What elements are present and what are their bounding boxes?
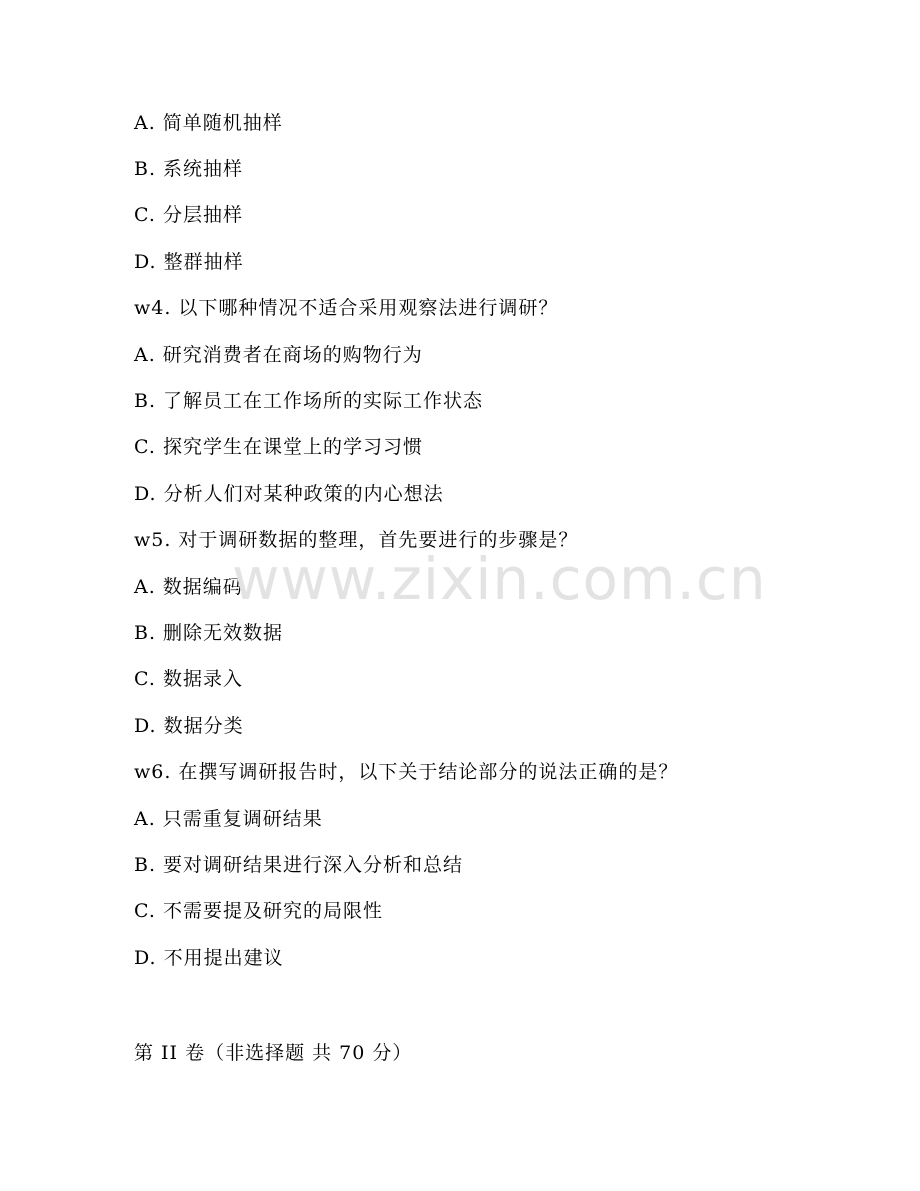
option-a: A. 只需重复调研结果 [134,808,323,830]
option-a: A. 数据编码 [134,576,243,598]
question-5: w5. 对于调研数据的整理，首先要进行的步骤是？ [134,529,579,551]
watermark: www.zixin.com.cn [232,545,767,613]
option-d: D. 整群抽样 [134,251,244,273]
option-d: D. 不用提出建议 [134,947,284,969]
option-b: B. 系统抽样 [134,158,244,180]
option-a: A. 简单随机抽样 [134,112,283,134]
question-4: w4. 以下哪种情况不适合采用观察法进行调研？ [134,297,559,319]
option-b: B. 了解员工在工作场所的实际工作状态 [134,390,484,412]
option-b: B. 删除无效数据 [134,622,284,644]
option-d: D. 分析人们对某种政策的内心想法 [134,483,444,505]
option-a: A. 研究消费者在商场的购物行为 [134,344,423,366]
option-c: C. 数据录入 [134,668,243,690]
option-d: D. 数据分类 [134,715,244,737]
option-c: C. 不需要提及研究的局限性 [134,900,383,922]
option-c: C. 探究学生在课堂上的学习习惯 [134,436,423,458]
question-6: w6. 在撰写调研报告时，以下关于结论部分的说法正确的是？ [134,761,679,783]
option-c: C. 分层抽样 [134,204,243,226]
section-title: 第 II 卷（非选择题 共 70 分） [134,1042,413,1064]
option-b: B. 要对调研结果进行深入分析和总结 [134,854,464,876]
